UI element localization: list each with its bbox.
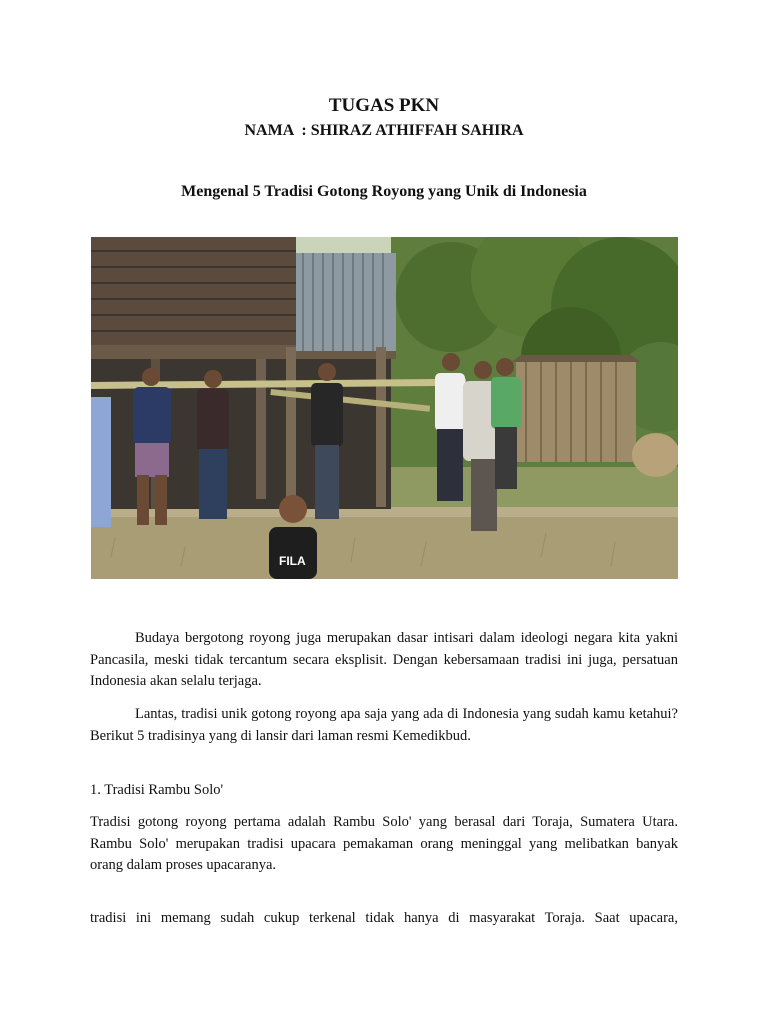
document-title: TUGAS PKN [328,95,440,116]
author-line [0,120,768,142]
name-separator: : [301,122,307,139]
paragraph-3: Tradisi gotong royong pertama adalah Rambu Solo' yang berasal dari Toraja, Sumatera Utara. Rambu Solo' merupakan tradisi upacara pemakaman orang meninggal yang melibatkan banyak orang dalam proses upacaranya. [90,814,678,873]
paragraph-4: tradisi ini memang sudah cukup terkenal tidak hanya di masyarakat Toraja. Saat upacara, [90,910,678,926]
paragraph-1: Budaya bergotong royong juga merupakan dasar intisari dalam ideologi negara kita yakni Pancasila, meski tidak tercantum secara eksplisit. Dengan kebersamaan tradisi ini juga, persatuan Indonesia akan selalu terjaga. [90,630,678,689]
gotong-royong-photo [91,237,678,579]
author-name: SHIRAZ ATHIFFAH SAHIRA [310,122,524,139]
paragraph-2: Lantas, tradisi unik gotong royong apa saja yang ada di Indonesia yang sudah kamu ketahui? Berikut 5 tradisinya yang di lansir dari laman resmi Kemedikbud. [90,706,678,744]
child-shirt-text: FILA [279,554,306,568]
name-label: NAMA [244,122,294,139]
section-heading-1: 1. Tradisi Rambu Solo' [90,782,224,798]
document-subtitle: Mengenal 5 Tradisi Gotong Royong yang Unik di Indonesia [181,183,587,200]
